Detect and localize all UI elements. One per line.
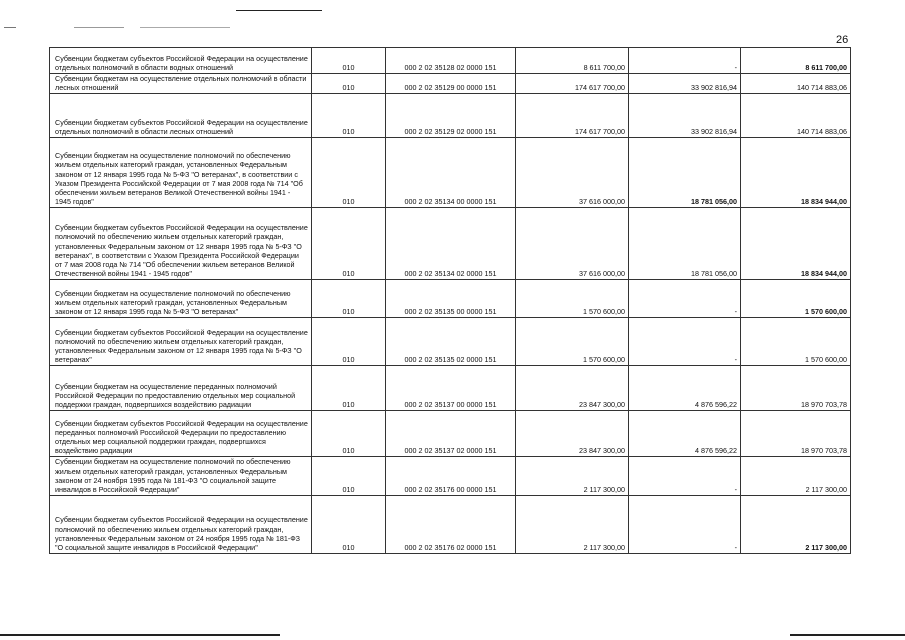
table-row [50,496,851,554]
row-kbk-cell: 000 2 02 35129 02 0000 151 [386,94,516,138]
scan-artifact-top-dash [140,27,230,28]
row-executed-cell: - [629,496,741,554]
scan-artifact-bottom-line [0,634,280,636]
row-code-cell: 010 [312,208,386,280]
row-executed-cell: - [629,457,741,496]
row-plan-cell: 23 847 300,00 [516,366,629,411]
row-remainder-cell: 140 714 883,06 [741,94,851,138]
row-remainder-cell: 2 117 300,00 [741,496,851,554]
table-row [50,366,851,411]
page-number: 26 [836,34,849,46]
row-code-cell: 010 [312,496,386,554]
row-plan-cell: 1 570 600,00 [516,280,629,318]
row-kbk-cell: 000 2 02 35135 02 0000 151 [386,318,516,366]
row-name-cell: Субвенции бюджетам субъектов Российской Федерации на осуществление отдельных полномочий в области водных отношений [50,48,312,74]
row-remainder-cell: 18 834 944,00 [741,208,851,280]
row-kbk-cell: 000 2 02 35137 00 0000 151 [386,366,516,411]
row-name-cell: Субвенции бюджетам на осуществление отдельных полномочий в области лесных отношений [50,74,312,94]
row-executed-cell: 18 781 056,00 [629,208,741,280]
row-code-cell: 010 [312,74,386,94]
row-remainder-cell: 18 970 703,78 [741,366,851,411]
scan-artifact-top-dash [74,27,124,28]
row-kbk-cell: 000 2 02 35137 02 0000 151 [386,411,516,457]
row-executed-cell: - [629,280,741,318]
row-code-cell: 010 [312,280,386,318]
table-row [50,318,851,366]
row-remainder-cell: 18 834 944,00 [741,138,851,208]
budget-table-body [50,48,851,554]
row-executed-cell: - [629,318,741,366]
table-row [50,208,851,280]
table-row [50,74,851,94]
row-plan-cell: 2 117 300,00 [516,496,629,554]
row-kbk-cell: 000 2 02 35176 02 0000 151 [386,496,516,554]
scan-artifact-top-dash [4,27,16,28]
table-row [50,138,851,208]
row-name-cell: Субвенции бюджетам субъектов Российской Федерации на осуществление полномочий по обеспечению жильем отдельных категорий граждан, установленных Федеральным законом от 24 ноября 1995 года № 181-ФЗ "О социальной защите инвалидов в Российской Федерации" [50,496,312,554]
row-name-cell: Субвенции бюджетам субъектов Российской Федерации на осуществление переданных полномочий Российской Федерации по предоставлению отдельных мер социальной поддержки граждан, подвергшихся воздействию радиации [50,411,312,457]
table-row [50,94,851,138]
row-name-cell: Субвенции бюджетам субъектов Российской Федерации на осуществление отдельных полномочий в области лесных отношений [50,94,312,138]
row-plan-cell: 2 117 300,00 [516,457,629,496]
row-remainder-cell: 2 117 300,00 [741,457,851,496]
row-name-cell: Субвенции бюджетам на осуществление полномочий по обеспечению жильем отдельных категорий граждан, установленных Федеральным законом от 12 января 1995 года № 5-ФЗ "О ветеранах", в соответствии с Указом Президента Российской Федерации от 7 мая 2008 года № 714 "Об обеспечении жильем ветеранов Великой Отечественной войны 1941 - 1945 годов" [50,138,312,208]
row-code-cell: 010 [312,457,386,496]
row-executed-cell: 33 902 816,94 [629,74,741,94]
row-code-cell: 010 [312,318,386,366]
row-kbk-cell: 000 2 02 35134 02 0000 151 [386,208,516,280]
row-plan-cell: 174 617 700,00 [516,94,629,138]
row-code-cell: 010 [312,138,386,208]
row-executed-cell: 4 876 596,22 [629,411,741,457]
row-executed-cell: 33 902 816,94 [629,94,741,138]
row-code-cell: 010 [312,94,386,138]
row-code-cell: 010 [312,411,386,457]
row-plan-cell: 37 616 000,00 [516,138,629,208]
row-executed-cell: 4 876 596,22 [629,366,741,411]
table-row [50,48,851,74]
row-name-cell: Субвенции бюджетам субъектов Российской Федерации на осуществление полномочий по обеспечению жильем отдельных категорий граждан, установленных Федеральным законом от 12 января 1995 года № 5-ФЗ "О ветеранах" [50,318,312,366]
scan-artifact-bottom-line [790,634,905,636]
row-remainder-cell: 1 570 600,00 [741,280,851,318]
row-name-cell: Субвенции бюджетам на осуществление полномочий по обеспечению жильем отдельных категорий граждан, установленных Федеральным законом от 12 января 1995 года № 5-ФЗ "О ветеранах" [50,280,312,318]
row-remainder-cell: 1 570 600,00 [741,318,851,366]
row-remainder-cell: 18 970 703,78 [741,411,851,457]
scan-artifact-top-line [236,10,322,11]
row-executed-cell: - [629,48,741,74]
row-name-cell: Субвенции бюджетам на осуществление переданных полномочий Российской Федерации по предоставлению отдельных мер социальной поддержки граждан, подвергшихся воздействию радиации [50,366,312,411]
row-plan-cell: 174 617 700,00 [516,74,629,94]
row-kbk-cell: 000 2 02 35135 00 0000 151 [386,280,516,318]
row-plan-cell: 1 570 600,00 [516,318,629,366]
row-kbk-cell: 000 2 02 35129 00 0000 151 [386,74,516,94]
row-kbk-cell: 000 2 02 35176 00 0000 151 [386,457,516,496]
row-remainder-cell: 140 714 883,06 [741,74,851,94]
row-plan-cell: 37 616 000,00 [516,208,629,280]
row-executed-cell: 18 781 056,00 [629,138,741,208]
table-row [50,411,851,457]
row-remainder-cell: 8 611 700,00 [741,48,851,74]
row-name-cell: Субвенции бюджетам субъектов Российской Федерации на осуществление полномочий по обеспечению жильем отдельных категорий граждан, установленных Федеральным законом от 12 января 1995 года № 5-ФЗ "О ветеранах", в соответствии с Указом Президента Российской Федерации от 7 мая 2008 года № 714 "Об обеспечении жильем ветеранов Великой Отечественной войны 1941 - 1945 годов" [50,208,312,280]
row-code-cell: 010 [312,48,386,74]
row-plan-cell: 8 611 700,00 [516,48,629,74]
row-plan-cell: 23 847 300,00 [516,411,629,457]
row-code-cell: 010 [312,366,386,411]
budget-table [49,47,851,554]
row-kbk-cell: 000 2 02 35128 02 0000 151 [386,48,516,74]
row-kbk-cell: 000 2 02 35134 00 0000 151 [386,138,516,208]
table-row [50,457,851,496]
row-name-cell: Субвенции бюджетам на осуществление полномочий по обеспечению жильем отдельных категорий граждан, установленных Федеральным законом от 24 ноября 1995 года № 181-ФЗ "О социальной защите инвалидов в Российской Федерации" [50,457,312,496]
table-row [50,280,851,318]
